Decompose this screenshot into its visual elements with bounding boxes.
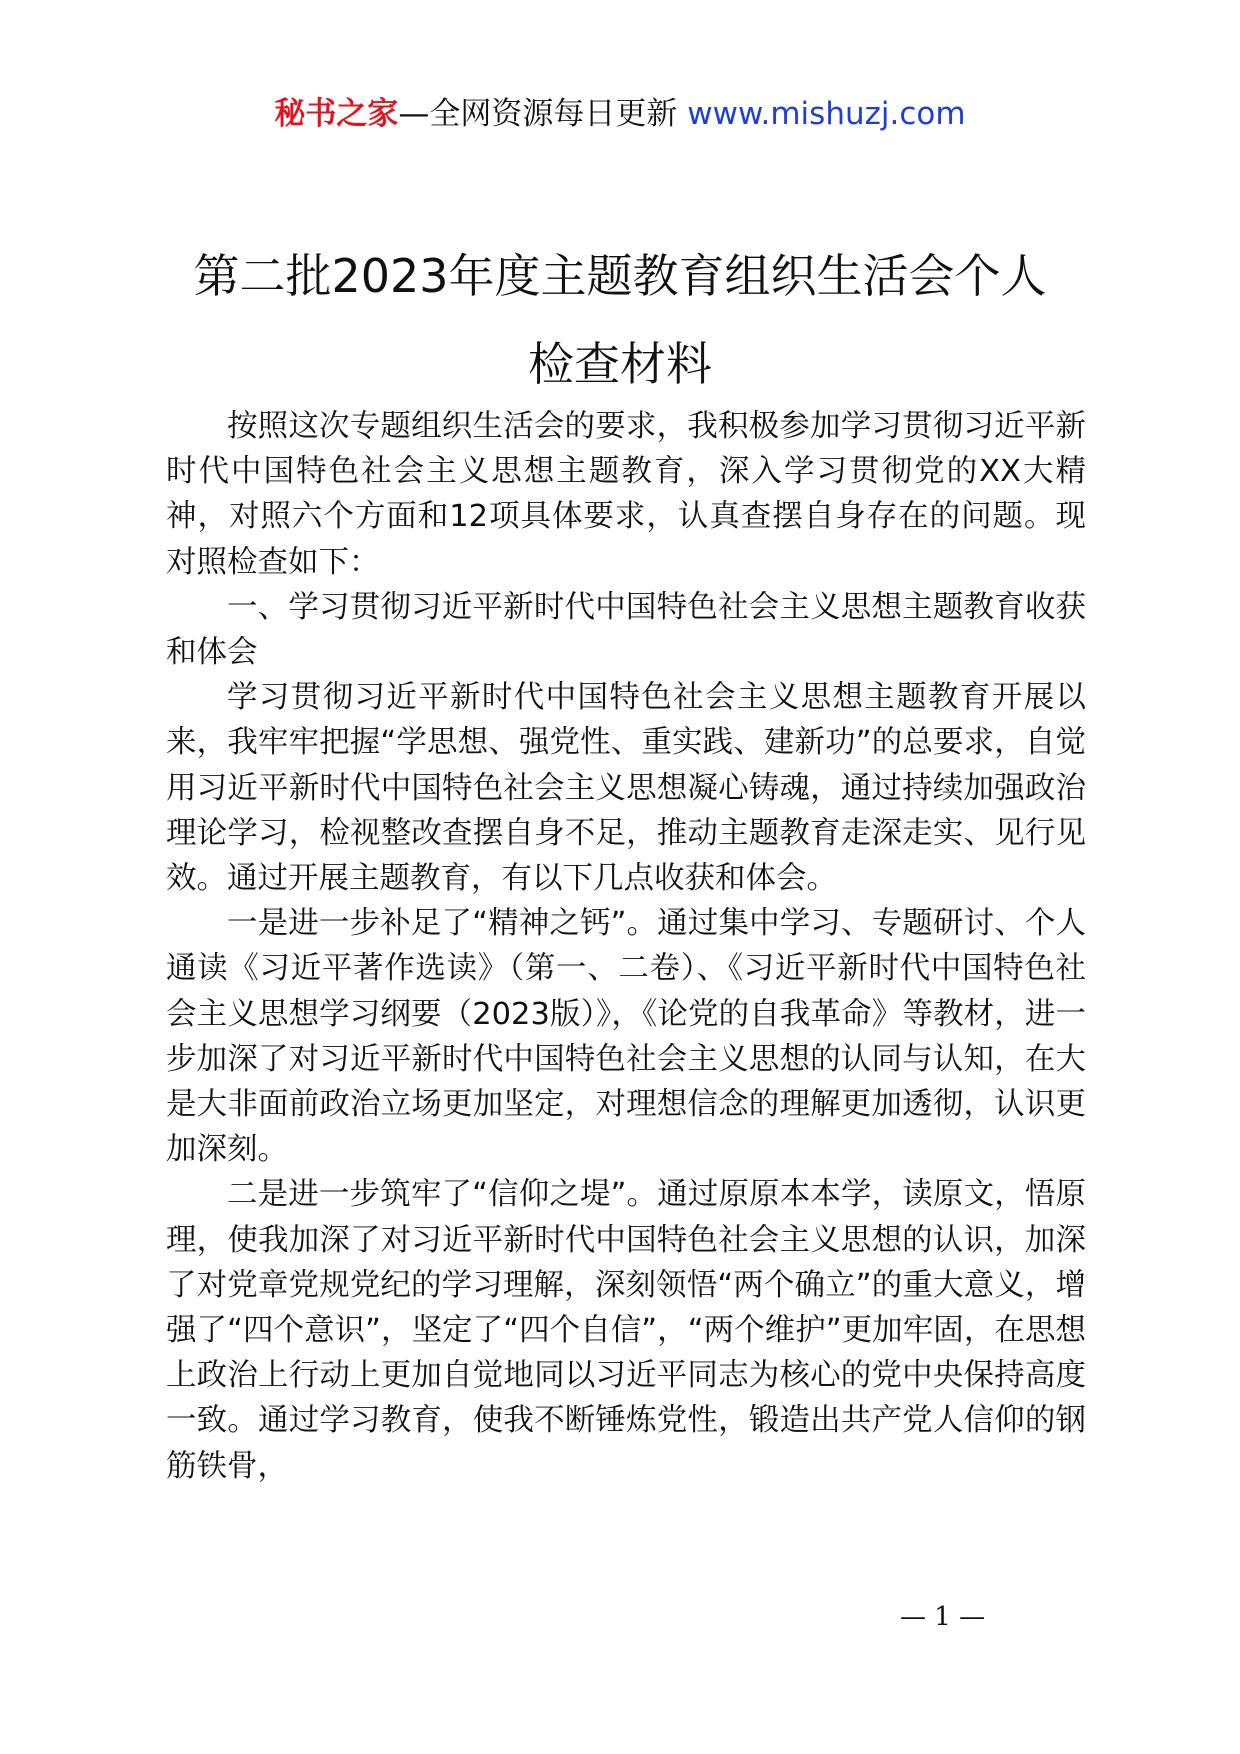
page-number: — 1 — <box>900 1602 986 1632</box>
site-tagline: —全网资源每日更新 <box>398 96 678 132</box>
paragraph-overview: 学习贯彻习近平新时代中国特色社会主义思想主题教育开展以来，我牢牢把握“学思想、强党性、重实践、建新功”的总要求，自觉用习近平新时代中国特色社会主义思想凝心铸魂，通过持续加强政治理论学习，检视整改查摆自身不足，推动主题教育走深走实、见行见效。通过开展主题教育，有以下几点收获和体会。 <box>166 680 1086 897</box>
site-url-link[interactable]: www.mishuzj.com <box>687 96 966 132</box>
paragraph-intro: 按照这次专题组织生活会的要求，我积极参加学习贯彻习近平新时代中国特色社会主义思想主题教育，深入学习贯彻党的XX大精神，对照六个方面和12项具体要求，认真查摆自身存在的问题。现对照检查如下： <box>166 409 1086 580</box>
title-line-1: 第二批2023年度主题教育组织生活会个人 <box>193 249 1047 303</box>
paragraph-point-1: 一是进一步补足了“精神之钙”。通过集中学习、专题研讨、个人通读《习近平著作选读》（第一、二卷）、《习近平新时代中国特色社会主义思想学习纲要（2023版）》，《论党的自我革命》等教材，进一步加深了对习近平新时代中国特色社会主义思想的认同与认知，在大是大非面前政治立场更加坚定，对理想信念的理解更加透彻，认识更加深刻。 <box>166 906 1086 1168</box>
document-body <box>166 404 1086 1489</box>
site-brand: 秘书之家 <box>274 96 399 132</box>
title-line-2: 检查材料 <box>528 337 712 391</box>
paragraph-point-2: 二是进一步筑牢了“信仰之堤”。通过原原本本学，读原文，悟原理，使我加深了对习近平新时代中国特色社会主义思想的认识，加深了对党章党规党纪的学习理解，深刻领悟“两个确立”的重大意义，增强了“四个意识”，坚定了“四个自信”，“两个维护”更加牢固，在思想上政治上行动上更加自觉地同以习近平同志为核心的党中央保持高度一致。通过学习教育，使我不断锤炼党性，锻造出共产党人信仰的钢筋铁骨， <box>166 1177 1086 1484</box>
site-header <box>0 94 1240 134</box>
section-heading-1: 一、学习贯彻习近平新时代中国特色社会主义思想主题教育收获和体会 <box>166 589 1086 671</box>
document-title <box>0 232 1240 408</box>
